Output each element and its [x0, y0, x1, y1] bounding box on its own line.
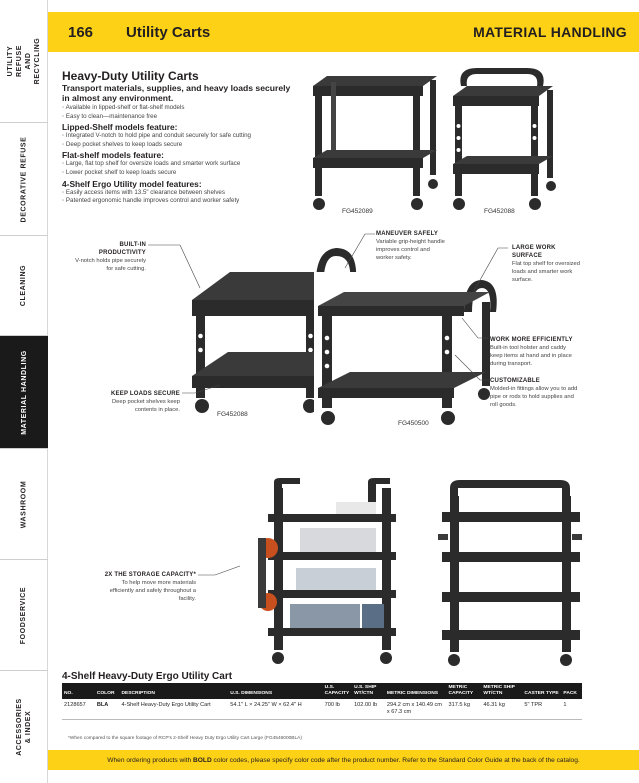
cart-photo-4-shelf-empty [436, 478, 584, 670]
model-label: FG450500 [398, 420, 429, 427]
col-no: NO. [62, 683, 95, 699]
col-us-capacity: U.S. CAPACITY [323, 683, 352, 699]
cell-metric-capacity: 317.5 kg [446, 699, 481, 720]
footer-post: color codes, please specify color code after the product number. Refer to the Standard Color Guide at the back of the catalog. [211, 756, 580, 764]
page-title: Heavy-Duty Utility Carts [62, 69, 199, 83]
callout-storage-capacity [96, 571, 196, 603]
flat-heading: Flat-shelf models feature: [62, 150, 164, 161]
callout-text: Molded-in fittings allow you to add pipe or rods to hold supplies and roll goods. [490, 386, 578, 408]
callout-title: 2X THE STORAGE CAPACITY* [104, 572, 196, 578]
tab-label: ACCESSORIES & INDEX [16, 698, 32, 756]
callout-maneuver-safely [376, 230, 448, 262]
tab-label: DECORATIVE REFUSE [20, 136, 28, 222]
tab-label: UTILITY REFUSE AND RECYCLING [7, 37, 41, 85]
cell-us-ship-wt: 102.00 lb [352, 699, 385, 720]
callout-text: Variable grip-height handle improves control and worker safety. [376, 239, 445, 261]
cart-photo-4-shelf-loaded [240, 478, 410, 668]
callout-built-in-productivity [72, 241, 146, 273]
ergo-heading: 4-Shelf Ergo Utility model features: [62, 178, 202, 189]
feature-item: ◦ Available in lipped-shelf or flat-shelf models [62, 104, 298, 113]
footer-text [107, 757, 579, 764]
callout-work-more-efficiently [490, 336, 578, 368]
model-label: FG452088 [217, 411, 248, 418]
tab-label: FOODSERVICE [20, 586, 28, 644]
col-us-ship-wt: U.S. SHIP WT/CTN [352, 683, 385, 699]
tab-label: WASHROOM [20, 480, 28, 528]
cell-description: 4-Shelf Heavy-Duty Ergo Utility Cart [119, 699, 228, 720]
category-title: MATERIAL HANDLING [473, 24, 627, 40]
col-metric-dimensions: METRIC DIMENSIONS [385, 683, 447, 699]
callout-title: MANEUVER SAFELY [376, 231, 439, 237]
callout-large-work-surface [512, 244, 584, 284]
cell-color: BLA [95, 699, 120, 720]
table-title: 4-Shelf Heavy-Duty Ergo Utility Cart [62, 671, 233, 682]
footer-bold: BOLD [193, 756, 212, 764]
callout-text: Flat top shelf for oversized loads and smarter work surface. [512, 261, 580, 283]
callout-customizable [490, 377, 578, 409]
col-color: COLOR [95, 683, 120, 699]
col-us-dimensions: U.S. DIMENSIONS [228, 683, 322, 699]
col-pack: PACK [561, 683, 582, 699]
tagline: Transport materials, supplies, and heavy loads securely in almost any environment. [62, 83, 291, 103]
feature-item: ◦ Deep pocket shelves to keep loads secure [62, 141, 298, 150]
cell-metric-dimensions: 294.2 cm x 140.49 cm x 67.3 cm [385, 699, 447, 720]
table-header-row [62, 683, 582, 699]
model-label: FG452088 [484, 208, 515, 215]
table-row [62, 699, 582, 720]
feature-item: ◦ Easily access items with 13.5" clearance between shelves [62, 189, 298, 198]
callout-title: LARGE WORK SURFACE [512, 245, 556, 259]
feature-item: ◦ Easy to clean—maintenance free [62, 113, 298, 122]
col-caster-type: CASTER TYPE [522, 683, 561, 699]
callout-title: BUILT-IN PRODUCTIVITY [98, 242, 146, 256]
footer-pre: When ordering products with [107, 756, 194, 764]
spec-table [62, 683, 582, 720]
col-metric-ship-wt: METRIC SHIP WT/CTN [481, 683, 522, 699]
callout-text: Built-in tool holster and caddy keep items at hand and in place during transport. [490, 345, 572, 367]
col-metric-capacity: METRIC CAPACITY [446, 683, 481, 699]
cell-no: 2128657 [62, 699, 95, 720]
tab-label: MATERIAL HANDLING [20, 349, 28, 435]
section-title: Utility Carts [126, 23, 211, 41]
callout-title: CUSTOMIZABLE [490, 378, 540, 384]
feature-item: ◦ Lower pocket shelf to keep loads secure [62, 169, 298, 178]
cell-caster-type: 5" TPR [522, 699, 561, 720]
feature-item: ◦ Large, flat top shelf for oversize loads and smarter work surface [62, 160, 298, 169]
cell-us-capacity: 700 lb [323, 699, 352, 720]
lipped-heading: Lipped-Shelf models feature: [62, 122, 178, 133]
model-label: FG452089 [342, 208, 373, 215]
callout-title: WORK MORE EFFICIENTLY [490, 337, 573, 343]
col-description: DESCRIPTION [119, 683, 228, 699]
footer-bar [48, 750, 639, 770]
callout-text: V-notch holds pipe securely for safe cutting. [75, 258, 146, 272]
callout-keep-loads-secure [98, 390, 180, 414]
cell-metric-ship-wt: 46.31 kg [481, 699, 522, 720]
cell-us-dimensions: 54.1" L × 24.25" W × 62.4" H [228, 699, 322, 720]
cell-pack: 1 [561, 699, 582, 720]
feature-item: ◦ Patented ergonomic handle improves control and worker safety [62, 197, 298, 206]
callout-title: KEEP LOADS SECURE [111, 391, 180, 397]
callout-text: Deep pocket shelves keep contents in place. [112, 399, 180, 413]
page-number: 166 [68, 23, 94, 41]
tab-label: CLEANING [20, 264, 28, 307]
footnote: *When compared to the square footage of RCP's 2-Shelf Heavy Duty Ergo Utility Cart Large (FG4546000BLA) [68, 736, 302, 741]
callout-text: To help move more materials efficiently and safely throughout a facility. [109, 580, 196, 602]
feature-item: ◦ Integrated V-notch to hold pipe and conduit securely for safe cutting [62, 132, 298, 141]
